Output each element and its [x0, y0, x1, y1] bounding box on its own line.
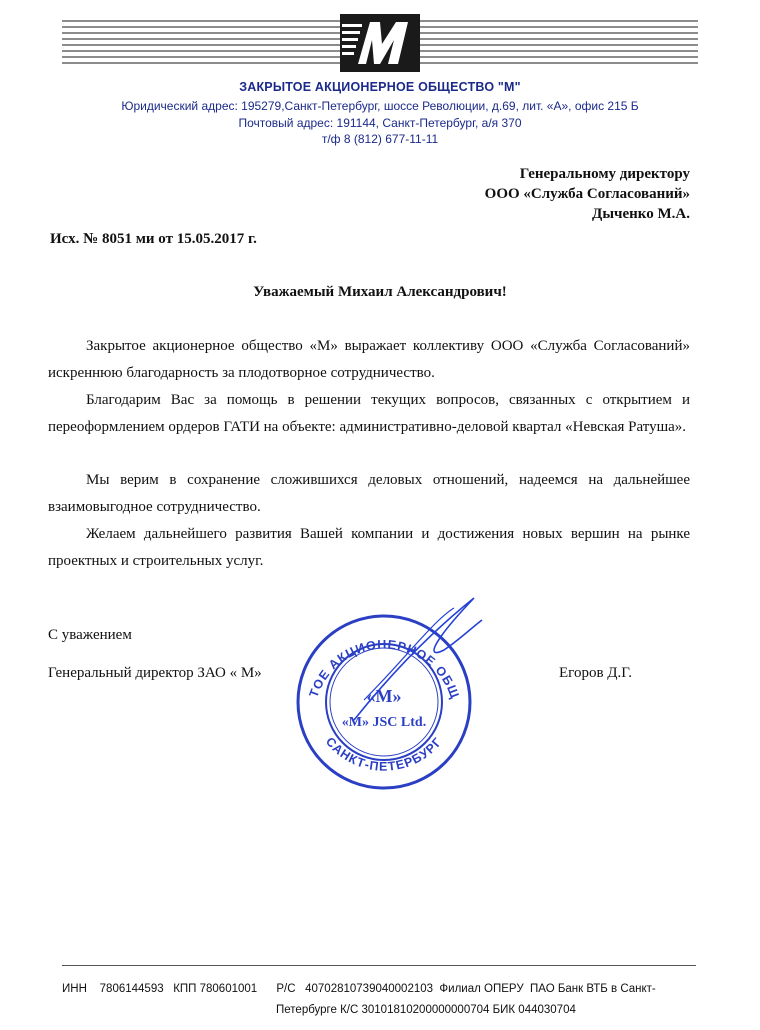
phone: т/ф 8 (812) 677-11-11	[321, 132, 439, 146]
stamp-top-text: ТОЕ АКЦИОНЕРНОЕ ОБЩ	[306, 637, 463, 702]
stamp-bottom-text: САНКТ-ПЕТЕРБУРГ	[322, 734, 446, 774]
company-name: ЗАКРЫТОЕ АКЦИОНЕРНОЕ ОБЩЕСТВО "М"	[239, 80, 521, 94]
letterhead-logo	[62, 14, 698, 72]
signer-name: Егоров Д.Г.	[559, 665, 632, 681]
recipient-organization: ООО «Служба Согласований»	[484, 186, 690, 202]
recipient-block	[485, 164, 690, 224]
paragraph-4: Желаем дальнейшего развития Вашей компании и достижения новых вершин на рынке проектных и строительных услуг.	[48, 526, 690, 569]
stamp-center-line2: «M» JSC Ltd.	[341, 715, 427, 730]
paragraph-3: Мы верим в сохранение сложившихся деловых отношений, надеемся на дальнейшее взаимовыгодное сотрудничество.	[48, 472, 690, 515]
reference-number: Исх. № 8051 ми от 15.05.2017 г.	[50, 231, 257, 247]
footer-divider	[62, 965, 696, 966]
company-stamp	[284, 590, 484, 790]
footer-bank-details-1: ИНН 7806144593 КПП 780601001 Р/С 40702810739040002103 Филиал ОПЕРУ ПАО Банк ВТБ в Санкт-	[62, 983, 656, 995]
regards: С уважением	[48, 627, 132, 643]
signer-title: Генеральный директор ЗАО « М»	[48, 665, 262, 681]
postal-address: Почтовый адрес: 191144, Санкт-Петербург, а/я 370	[238, 116, 522, 130]
company-logo-icon	[340, 14, 420, 72]
footer-bank-details-2: Петербурге К/С 30101810200000000704 БИК 044030704	[276, 1004, 576, 1016]
recipient-name: Дыченко М.А.	[592, 206, 690, 222]
salutation: Уважаемый Михаил Александрович!	[253, 284, 507, 300]
recipient-title: Генеральному директору	[519, 166, 690, 182]
stamp-seal-icon	[284, 590, 484, 790]
legal-address: Юридический адрес: 195279,Санкт-Петербург, шоссе Революции, д.69, лит. «А», офис 215 Б	[121, 99, 639, 113]
stamp-center-line1: «М»	[366, 686, 402, 706]
paragraph-2: Благодарим Вас за помощь в решении текущих вопросов, связанных с открытием и переоформлением ордеров ГАТИ на объекте: административно-деловой квартал «Невская Ратуша».	[48, 392, 690, 435]
paragraph-1: Закрытое акционерное общество «М» выражает коллективу ООО «Служба Согласований» искреннюю благодарность за плодотворное сотрудничество.	[48, 338, 690, 381]
